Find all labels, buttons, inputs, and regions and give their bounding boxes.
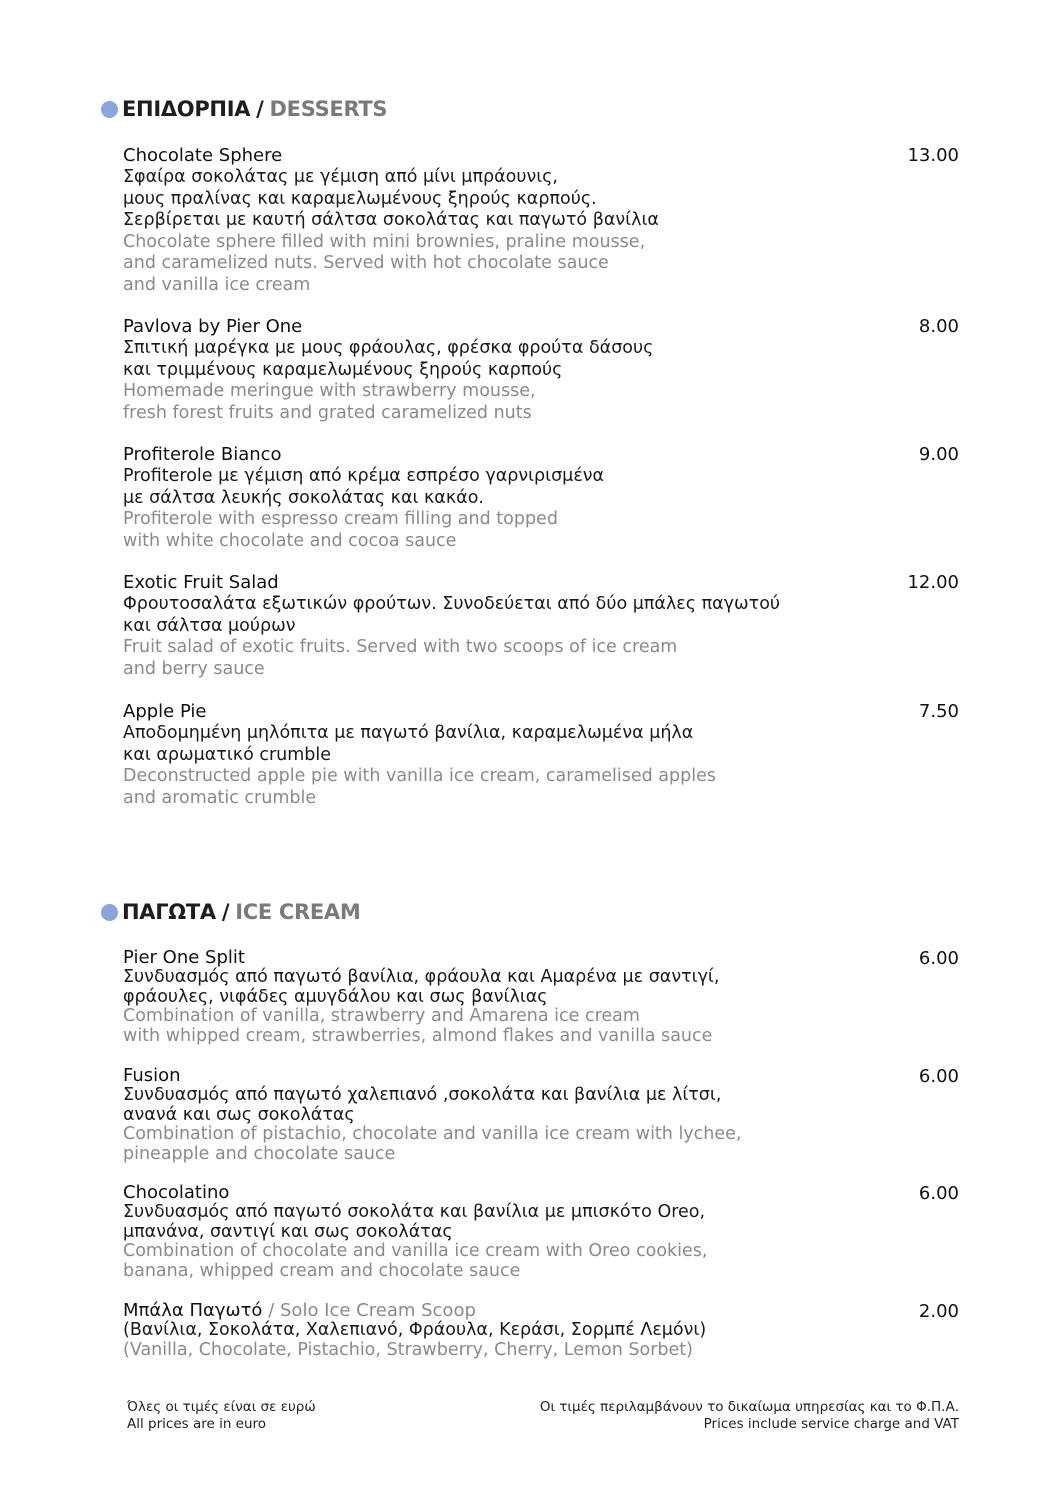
item-name: Apple Pie (123, 701, 207, 722)
item-description-english: Profiterole with espresso cream filling and topped (123, 509, 558, 529)
item-description-greek: και σάλτσα μούρων (123, 615, 296, 636)
item-name-separator: / (268, 1300, 275, 1321)
item-description-greek: Συνδυασμός από παγωτό χαλεπιανό ,σοκολάτα και βανίλια με λίτσι, (123, 1085, 722, 1105)
menu-item-pavlova (123, 316, 959, 424)
desserts-header-greek: ΕΠΙΔΟΡΠΙΑ (122, 97, 251, 121)
item-description-greek: Αποδομημένη μηλόπιτα με παγωτό βανίλια, καραμελωμένα μήλα (123, 723, 694, 743)
menu-item-chocolate-sphere (123, 145, 959, 296)
item-price: 6.00 (918, 1183, 959, 1204)
header-separator: / (256, 97, 264, 121)
item-description-greek: Συνδυασμός από παγωτό βανίλια, φράουλα και Αμαρένα με σαντιγί, (123, 967, 720, 987)
menu-item-exotic-fruit-salad (123, 572, 959, 680)
menu-item-profiterole-bianco (123, 444, 959, 552)
item-name: Fusion (123, 1065, 181, 1086)
desserts-header-english: DESSERTS (269, 97, 388, 121)
icecream-header-english: ICE CREAM (235, 900, 361, 924)
item-name: Chocolate Sphere (123, 145, 283, 166)
item-description-english: Combination of vanilla, strawberry and Amarena ice cream (123, 1006, 640, 1027)
item-name: Exotic Fruit Salad (123, 572, 279, 593)
item-price: 6.00 (918, 1066, 959, 1087)
item-description-greek: φράουλες, νιφάδες αμυγδάλου και σως βανίλιας (123, 986, 548, 1007)
item-description-greek: (Βανίλια, Σοκολάτα, Χαλεπιανό, Φράουλα, Κεράσι, Σορμπέ Λεμόνι) (123, 1320, 707, 1340)
item-description-greek: Σερβίρεται με καυτή σάλτσα σοκολάτας και παγωτό βανίλια (123, 210, 659, 230)
item-price: 13.00 (907, 145, 959, 166)
item-price: 8.00 (918, 316, 959, 337)
menu-item-solo-scoop (123, 1301, 959, 1360)
item-description-greek: μπανάνα, σαντιγί και σως σοκολάτας (123, 1221, 453, 1242)
item-description-english: and aromatic crumble (123, 787, 317, 808)
menu-item-apple-pie (123, 701, 959, 809)
item-description-greek: Φρουτοσαλάτα εξωτικών φρούτων. Συνοδεύεται από δύο μπάλες παγωτού (123, 594, 781, 614)
item-description-greek: Συνδυασμός από παγωτό σοκολάτα και βανίλια με μπισκότο Oreo, (123, 1202, 706, 1222)
item-price: 7.50 (918, 701, 959, 722)
item-description-english: (Vanilla, Chocolate, Pistachio, Strawberry, Cherry, Lemon Sorbet) (123, 1339, 693, 1360)
item-name: Pier One Split (123, 947, 245, 968)
menu-item-fusion (123, 1066, 959, 1164)
item-description-english: and caramelized nuts. Served with hot chocolate sauce (123, 253, 609, 273)
icecream-section-header (101, 900, 360, 924)
item-description-greek: ανανά και σως σοκολάτας (123, 1104, 355, 1125)
footer-service-note (540, 1399, 959, 1433)
item-name: Pavlova by Pier One (123, 316, 303, 337)
item-description-greek: και τριμμένους καραμελωμένους ξηρούς καρπούς (123, 359, 563, 380)
item-name: Chocolatino (123, 1182, 230, 1203)
item-description-english: Homemade meringue with strawberry mousse, (123, 381, 536, 401)
item-name-greek: Μπάλα Παγωτό (123, 1300, 263, 1321)
item-description-english: Deconstructed apple pie with vanilla ice cream, caramelised apples (123, 766, 716, 786)
item-description-greek: Profiterole με γέμιση από κρέμα εσπρέσο γαρνιρισμένα (123, 466, 605, 486)
item-name (123, 1301, 959, 1321)
menu-item-pier-one-split (123, 948, 959, 1046)
item-price: 12.00 (907, 572, 959, 593)
footer-currency-note (127, 1399, 316, 1433)
item-description-greek: και αρωματικό crumble (123, 744, 332, 765)
item-price: 6.00 (918, 948, 959, 969)
icecream-header-greek: ΠΑΓΩΤΑ (122, 900, 216, 924)
item-description-english: with white chocolate and cocoa sauce (123, 530, 457, 551)
item-description-english: pineapple and chocolate sauce (123, 1143, 396, 1164)
item-description-english: Combination of pistachio, chocolate and vanilla ice cream with lychee, (123, 1124, 742, 1145)
item-description-english: Combination of chocolate and vanilla ice cream with Oreo cookies, (123, 1241, 708, 1262)
item-description-english: Fruit salad of exotic fruits. Served with two scoops of ice cream (123, 637, 678, 657)
item-price: 2.00 (918, 1301, 959, 1322)
item-description-english: banana, whipped cream and chocolate sauce (123, 1260, 521, 1281)
bullet-dot-icon (101, 904, 118, 921)
item-name-english: Solo Ice Cream Scoop (280, 1300, 476, 1321)
bullet-dot-icon (101, 101, 118, 118)
item-description-greek: Σφαίρα σοκολάτας με γέμιση από μίνι μπράουνις, (123, 167, 558, 187)
footer-currency-english: All prices are in euro (127, 1416, 267, 1432)
footer-currency-greek: Όλες οι τιμές είναι σε ευρώ (127, 1399, 316, 1415)
item-description-english: Chocolate sphere filled with mini brownies, praline mousse, (123, 231, 646, 252)
item-description-english: and berry sauce (123, 658, 265, 679)
menu-item-chocolatino (123, 1183, 959, 1281)
item-price: 9.00 (918, 444, 959, 465)
item-description-english: with whipped cream, strawberries, almond flakes and vanilla sauce (123, 1025, 713, 1046)
item-description-english: fresh forest fruits and grated caramelized nuts (123, 402, 532, 423)
item-description-greek: μους πραλίνας και καραμελωμένους ξηρούς καρπούς. (123, 188, 597, 209)
item-name: Profiterole Bianco (123, 444, 282, 465)
footer-service-english: Prices include service charge and VAT (703, 1416, 959, 1432)
item-description-english: and vanilla ice cream (123, 274, 311, 295)
desserts-section-header (101, 97, 387, 121)
header-separator: / (221, 900, 230, 924)
footer-service-greek: Οι τιμές περιλαμβάνουν το δικαίωμα υπηρεσίας και το Φ.Π.Α. (539, 1399, 959, 1415)
item-description-greek: με σάλτσα λευκής σοκολάτας και κακάο. (123, 487, 484, 508)
item-description-greek: Σπιτική μαρέγκα με μους φράουλας, φρέσκα φρούτα δάσους (123, 338, 654, 358)
